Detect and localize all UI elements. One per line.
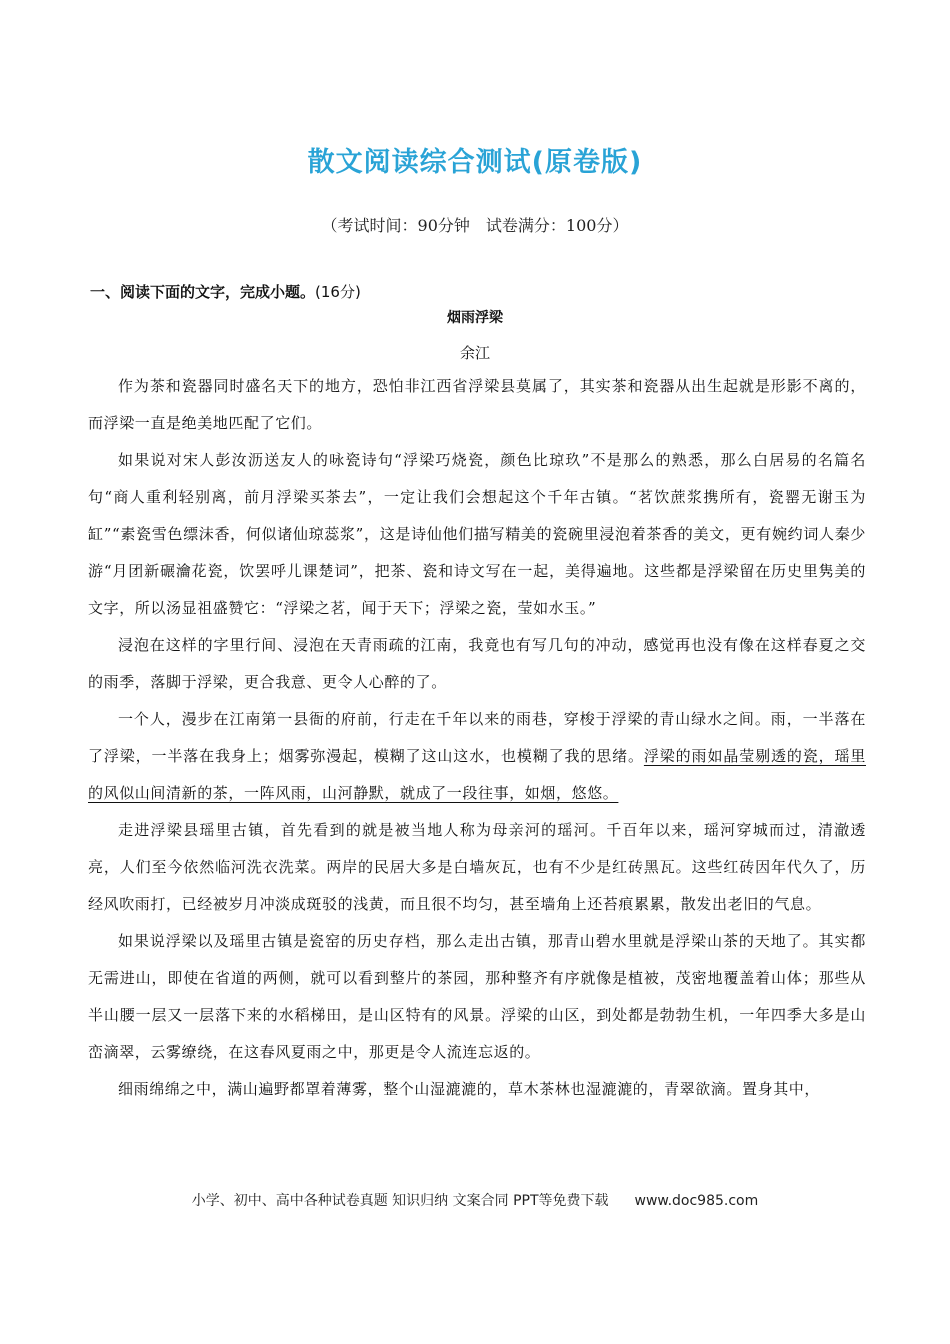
paragraph-text: 作为茶和瓷器同时盛名天下的地方，恐怕非江西省浮梁县莫属了，其实茶和瓷器从出生起就是形影不离的，而浮梁一直是绝美地匹配了它们。 <box>88 377 866 432</box>
essay-author: 余江 <box>459 344 490 362</box>
paragraph-5 <box>88 812 866 923</box>
section-heading <box>90 281 361 302</box>
paragraph-6 <box>88 923 866 1071</box>
document-title: 散文阅读综合测试(原卷版) <box>307 147 643 178</box>
page-footer <box>0 1190 950 1210</box>
paragraph-text: 细雨绵绵之中，满山遍野都罩着薄雾，整个山湿漉漉的，草木茶林也湿漉漉的，青翠欲滴。置身其中， <box>118 1080 821 1098</box>
paragraph-text: 浸泡在这样的字里行间、浸泡在天青雨疏的江南，我竟也有写几句的冲动，感觉再也没有像在这样春夏之交的雨季，落脚于浮梁，更合我意、更令人心醉的了。 <box>88 636 866 691</box>
paragraph-2 <box>88 442 866 627</box>
essay-title: 烟雨浮梁 <box>447 310 503 326</box>
section-label: 一、阅读下面的文字，完成小题。 <box>90 283 316 301</box>
paragraph-4 <box>88 701 866 812</box>
paragraph-text: 走进浮梁县瑶里古镇，首先看到的就是被当地人称为母亲河的瑶河。千百年以来，瑶河穿城而过，清澈透亮，人们至今依然临河洗衣洗菜。两岸的民居大多是白墙灰瓦，也有不少是红砖黑瓦。这些红砖因年代久了，历经风吹雨打，已经被岁月冲淡成斑驳的浅黄，而且很不均匀，甚至墙角上还苔痕累累，散发出老旧的气息。 <box>88 821 866 913</box>
paragraph-text: 如果说对宋人彭汝沥送友人的咏瓷诗句“浮梁巧烧瓷，颜色比琼玖”不是那么的熟悉，那么白居易的名篇名句“商人重利轻别离，前月浮梁买茶去”，一定让我们会想起这个千年古镇。“茗饮蔗浆携所有，瓷罂无谢玉为缸”“素瓷雪色缥沫香，何似诸仙琼蕊浆”，这是诗仙他们描写精美的瓷碗里浸泡着茶香的美文，更有婉约词人秦少游“月团新碾瀹花瓷，饮罢呼儿课楚词”，把茶、瓷和诗文写在一起，美得遍地。这些都是浮梁留在历史里隽美的文字，所以汤显祖盛赞它：“浮梁之茗，闻于天下；浮梁之瓷，莹如水玉。” <box>88 451 866 617</box>
section-points: (16分) <box>315 283 361 301</box>
paragraph-3 <box>88 627 866 701</box>
paragraph-text: 如果说浮梁以及瑶里古镇是瓷窑的历史存档，那么走出古镇，那青山碧水里就是浮梁山茶的天地了。其实都无需进山，即使在省道的两侧，就可以看到整片的茶园，那种整齐有序就像是植被，茂密地覆盖着山体；那些从半山腰一层又一层落下来的水稻梯田，是山区特有的风景。浮梁的山区，到处都是勃勃生机，一年四季大多是山峦滴翠，云雾缭绕，在这春风夏雨之中，那更是令人流连忘返的。 <box>88 932 866 1061</box>
exam-info: （考试时间：90分钟 试卷满分：100分） <box>321 216 629 235</box>
footer-url[interactable]: www.doc985.com <box>634 1193 759 1209</box>
underlined-sentence: 浮梁的雨如晶莹剔透的瓷，瑶里的风似山间清新的茶，一阵风雨，山河静默，就成了一段往事，如烟，悠悠。 <box>88 747 866 802</box>
essay-body <box>88 368 866 1108</box>
paragraph-text: 一个人，漫步在江南第一县衙的府前，行走在千年以来的雨巷，穿梭于浮梁的青山绿水之间。雨，一半落在了浮梁，一半落在我身上；烟雾弥漫起，模糊了这山这水，也模糊了我的思绪。 <box>88 710 866 765</box>
paragraph-7 <box>88 1071 866 1108</box>
paragraph-1 <box>88 368 866 442</box>
footer-text: 小学、初中、高中各种试卷真题 知识归纳 文案合同 PPT等免费下载 <box>191 1193 609 1209</box>
